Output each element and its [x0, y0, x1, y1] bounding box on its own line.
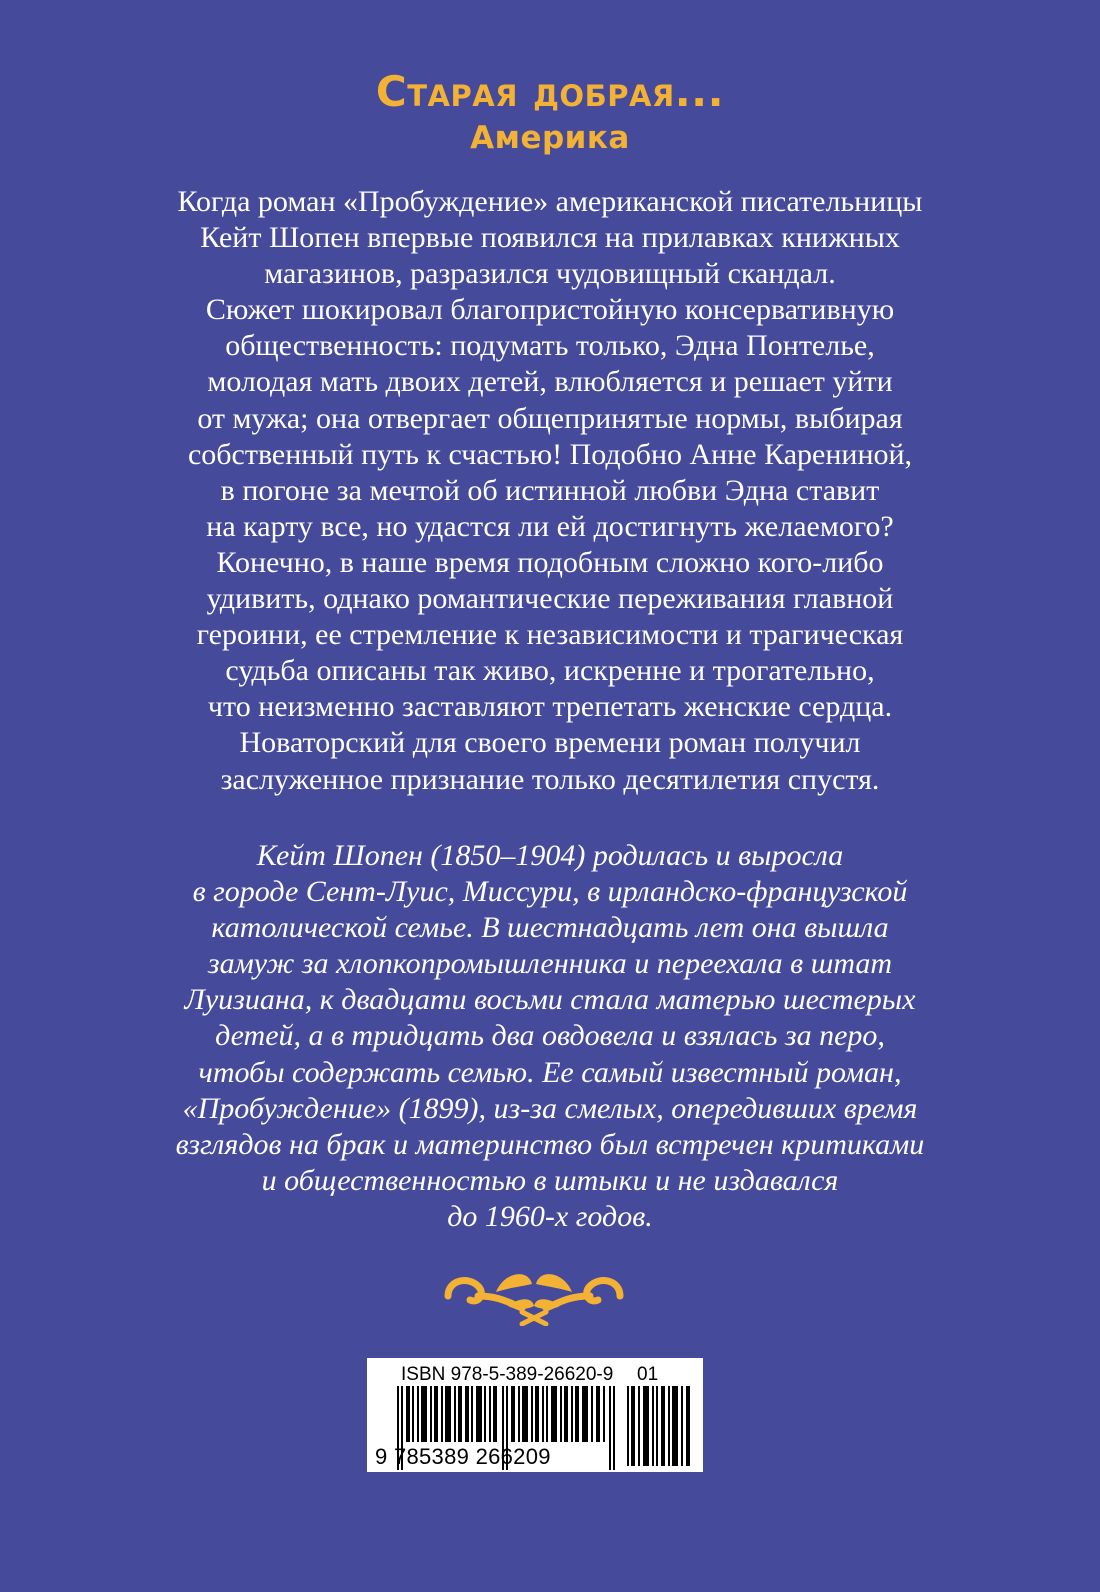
- series-title: [0, 66, 1100, 158]
- blurb-line: собственный путь к счастью! Подобно Анне Карениной,: [187, 437, 913, 471]
- series-title-line1: Старая добрая...: [375, 67, 725, 116]
- blurb-line: на карту все, но удастся ли ей достигнуть желаемого?: [206, 509, 894, 543]
- barcode: [367, 1358, 703, 1472]
- blurb-line: удивить, однако романтические переживания главной: [206, 582, 894, 616]
- bio-line: «Пробуждение» (1899), из-за смелых, опередивших время: [182, 1091, 918, 1125]
- bio-line: взглядов на брак и материнство был встречен критиками: [175, 1127, 925, 1161]
- blurb-line: в погоне за мечтой об истинной любви Эдна ставит: [220, 473, 880, 507]
- isbn-text: ISBN 978-5-389-26620-9: [401, 1364, 614, 1385]
- blurb-line: Кейт Шопен впервые появился на прилавках книжных: [200, 221, 900, 255]
- ean-digits: 9 785389 266209: [375, 1444, 551, 1469]
- barcode-addon-code: 01: [637, 1364, 659, 1385]
- bio-line: в городе Сент-Луис, Миссури, в ирландско-французской: [192, 875, 908, 909]
- blurb-line: заслуженное признание только десятилетия спустя.: [220, 762, 880, 796]
- blurb-line: молодая мать двоих детей, влюбляется и решает уйти: [207, 365, 893, 399]
- author-bio: [60, 838, 1040, 1235]
- barcode-addon-bars: [625, 1386, 697, 1466]
- series-title-line2: Америка: [470, 120, 630, 156]
- bio-line: детей, а в тридцать два овдовела и взялась за перо,: [215, 1019, 885, 1053]
- bio-line: и общественностью в штыки и не издавался: [261, 1163, 839, 1197]
- bio-line: замуж за хлопкопромышленника и переехала в штат: [207, 947, 893, 981]
- blurb-line: общественность: подумать только, Эдна Понтелье,: [225, 329, 875, 363]
- book-blurb: [60, 184, 1040, 798]
- blurb-line: Конечно, в наше время подобным сложно кого-либо: [216, 545, 884, 579]
- blurb-line: от мужа; она отвергает общепринятые нормы, выбирая: [197, 401, 903, 435]
- bio-line: чтобы содержать семью. Ее самый известный роман,: [198, 1055, 902, 1089]
- bio-line: католической семье. В шестнадцать лет она вышла: [211, 911, 889, 945]
- blurb-line: героини, ее стремление к независимости и трагическая: [196, 618, 904, 652]
- blurb-line: Новаторский для своего времени роман получил: [239, 726, 861, 760]
- floral-scroll-icon: [438, 1262, 630, 1326]
- blurb-line: Сюжет шокировал благопристойную консервативную: [205, 293, 895, 327]
- bio-line: Кейт Шопен (1850–1904) родилась и выросла: [256, 839, 844, 872]
- blurb-line: судьба описаны так живо, искренне и трогательно,: [225, 654, 875, 688]
- bio-line: Луизиана, к двадцати восьми стала матерью шестерых: [184, 983, 916, 1017]
- blurb-line: магазинов, разразился чудовищный скандал.: [264, 257, 836, 291]
- blurb-line: Когда роман «Пробуждение» американской писательницы: [177, 185, 923, 218]
- blurb-line: что неизменно заставляют трепетать женские сердца.: [207, 690, 893, 724]
- bio-line: до 1960-х годов.: [447, 1199, 653, 1233]
